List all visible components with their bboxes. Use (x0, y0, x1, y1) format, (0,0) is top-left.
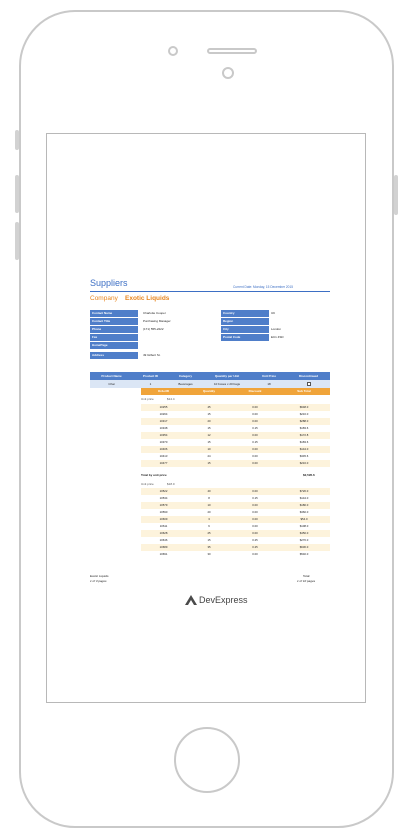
sub-total-cell: $450.0 (299, 531, 309, 535)
mute-switch (15, 130, 19, 150)
quantity-cell: 8 (208, 496, 210, 500)
discount-cell: 0.00 (252, 461, 258, 465)
order-id-cell: 10691 (159, 552, 168, 556)
sub-total-cell: $270.0 (299, 538, 309, 542)
quantity-cell: 12 (207, 433, 211, 437)
footer-right-name: Total: (303, 574, 311, 578)
order-id-cell: 10348 (159, 426, 168, 430)
order-row (141, 439, 330, 446)
sub-total-cell: $720.0 (299, 489, 309, 493)
order-id-cell: 10406 (159, 447, 168, 451)
discount-cell: 0.00 (252, 405, 258, 409)
quantity-cell: 15 (207, 412, 211, 416)
discount-cell: 0.00 (252, 524, 258, 528)
total-label: Total by unit price (141, 473, 167, 477)
column-header-sub-total: Sub Total (278, 388, 330, 395)
sub-total-cell: $183.6 (299, 426, 309, 430)
order-row (141, 425, 330, 432)
detail-value: Charlotte Cooper (143, 311, 166, 315)
order-row (141, 509, 330, 516)
order-row (141, 544, 330, 551)
quantity-cell: 6 (208, 524, 210, 528)
detail-label: Phone (90, 326, 138, 333)
detail-label: City (221, 326, 269, 333)
quantity-cell: 3 (208, 517, 210, 521)
column-header-quantity: Quantity (186, 388, 232, 395)
discount-cell: 0.15 (252, 496, 258, 500)
column-header-quantity-per-unit: Quantity per Unit (203, 372, 251, 380)
company-value: Exotic Liquids (125, 295, 170, 302)
group-value: $18.0 (167, 482, 175, 486)
title-divider (90, 291, 330, 292)
detail-value: UK (271, 311, 276, 315)
order-row (141, 537, 330, 544)
order-row (141, 502, 330, 509)
order-row (141, 551, 330, 558)
quantity-cell: 15 (207, 440, 211, 444)
detail-label: Contact Title (90, 318, 138, 325)
detail-value: EC1 4SD (271, 335, 284, 339)
group-value: $14.4 (167, 397, 175, 401)
quantity-cell: 15 (207, 426, 211, 430)
detail-label: Region (221, 318, 269, 325)
order-row (141, 523, 330, 530)
detail-label: Fax (90, 334, 138, 341)
home-button[interactable] (174, 727, 240, 793)
discount-cell: 0.00 (252, 412, 258, 416)
discount-cell: 0.00 (252, 503, 258, 507)
discount-cell: 0.00 (252, 510, 258, 514)
company-label: Company (90, 295, 118, 302)
sub-total-cell: $180.0 (299, 503, 309, 507)
quantity-cell: 40 (207, 489, 211, 493)
quantity-cell: 15 (207, 461, 211, 465)
quantity-cell: 10 (207, 447, 211, 451)
detail-label: Country (221, 310, 269, 317)
speaker-grille (207, 48, 257, 54)
discount-cell: 0.15 (252, 440, 258, 444)
order-id-cell: 10534 (159, 496, 168, 500)
quantity-cell: 25 (207, 531, 211, 535)
sub-total-cell: $216.0 (299, 412, 309, 416)
detail-value: (171) 555-2222 (143, 327, 164, 331)
detail-label: Address (90, 352, 138, 359)
quantity-cell: 15 (207, 538, 211, 542)
order-id-cell: 10646 (159, 538, 168, 542)
order-id-cell: 10413 (159, 454, 168, 458)
order-row (141, 488, 330, 495)
total-value: $2,595.6 (303, 473, 315, 477)
unit-price-cell: 18 (251, 380, 287, 388)
discount-cell: 0.00 (252, 531, 258, 535)
order-id-cell: 10317 (159, 419, 168, 423)
discount-cell: 0.00 (252, 433, 258, 437)
group-label: Unit price (141, 482, 154, 486)
discount-cell: 0.00 (252, 454, 258, 458)
product-name-cell: Chai (90, 380, 133, 388)
discount-cell: 0.25 (252, 545, 258, 549)
quantity-cell: 35 (207, 545, 211, 549)
detail-label: HomePage (90, 342, 138, 349)
footer-left-pages: 1 of 3 pages (90, 579, 107, 583)
discount-cell: 0.25 (252, 538, 258, 542)
column-header-discount: Discount (232, 388, 278, 395)
order-row (141, 404, 330, 411)
sub-total-cell: $648.0 (299, 405, 309, 409)
quantity-cell: 30 (207, 552, 211, 556)
sub-total-cell: $108.0 (299, 524, 309, 528)
sub-total-cell: $54.0 (300, 517, 308, 521)
order-row (141, 460, 330, 467)
order-id-cell: 10628 (159, 531, 168, 535)
power-button (394, 175, 398, 215)
footer-left-name: Exotic Liquids (90, 574, 109, 578)
quantity-cell: 24 (207, 454, 211, 458)
order-id-cell: 10590 (159, 510, 168, 514)
volume-up-button (15, 175, 19, 213)
sub-total-cell: $216.0 (299, 461, 309, 465)
product-id-cell: 1 (133, 380, 168, 388)
order-row (141, 411, 330, 418)
order-row (141, 453, 330, 460)
detail-label: Postal Code (221, 334, 269, 341)
column-header-product-name: Product Name (90, 372, 133, 380)
order-row (141, 446, 330, 453)
discontinued-checkbox[interactable] (307, 382, 311, 386)
discount-cell: 0.00 (252, 419, 258, 423)
order-id-cell: 10522 (159, 489, 168, 493)
order-row (141, 530, 330, 537)
order-row (141, 432, 330, 439)
detail-value: Purchasing Manager (143, 319, 171, 323)
report-title: Suppliers (90, 278, 128, 288)
order-id-cell: 10255 (159, 405, 168, 409)
sub-total-cell: $144.0 (299, 496, 309, 500)
detail-value: London (271, 327, 282, 331)
quantity-cell: 10 (207, 503, 211, 507)
order-row (141, 495, 330, 502)
order-row (141, 516, 330, 523)
order-id-cell: 10689 (159, 545, 168, 549)
sub-total-cell: $345.6 (299, 454, 309, 458)
detail-label: Contact Name (90, 310, 138, 317)
camera-icon (168, 46, 178, 56)
column-header-order-id: OrderID (141, 388, 186, 395)
screen (46, 133, 366, 703)
column-header-discontinued: Discontinued (287, 372, 330, 380)
quantity-cell: 20 (207, 419, 211, 423)
column-header-unit-price: Unit Price (251, 372, 287, 380)
discount-cell: 0.00 (252, 517, 258, 521)
discount-cell: 0.15 (252, 426, 258, 430)
order-id-cell: 10354 (159, 433, 168, 437)
quantity-per-unit-cell: 10 boxes x 20 bags (203, 380, 251, 388)
sub-total-cell: $144.0 (299, 447, 309, 451)
order-id-cell: 10579 (159, 503, 168, 507)
column-header-category: Category (168, 372, 203, 380)
order-id-cell: 10477 (159, 461, 168, 465)
sub-total-cell: $360.0 (299, 510, 309, 514)
column-header-product-id: Product ID (133, 372, 168, 380)
front-sensor (222, 67, 234, 79)
current-date: Current Date: Monday, 15 December 2015 (233, 285, 294, 289)
sub-total-cell: $630.0 (299, 545, 309, 549)
category-cell: Beverages (168, 380, 203, 388)
sub-total-cell: $172.8 (299, 433, 309, 437)
volume-down-button (15, 222, 19, 260)
discount-cell: 0.00 (252, 489, 258, 493)
discount-cell: 0.00 (252, 552, 258, 556)
sub-total-cell: $183.6 (299, 440, 309, 444)
order-id-cell: 10609 (159, 517, 168, 521)
sub-total-cell: $288.0 (299, 419, 309, 423)
devexpress-logo-text: DevExpress (199, 595, 248, 605)
quantity-cell: 45 (207, 405, 211, 409)
devexpress-logo-icon (185, 595, 197, 606)
quantity-cell: 20 (207, 510, 211, 514)
order-id-cell: 10264 (159, 412, 168, 416)
sub-total-cell: $540.0 (299, 552, 309, 556)
footer-right-pages: 1 of 10 pages (297, 579, 316, 583)
group-label: Unit price (141, 397, 154, 401)
order-id-cell: 10611 (159, 524, 168, 528)
detail-value: 49 Gilbert St. (143, 353, 161, 357)
discount-cell: 0.00 (252, 447, 258, 451)
order-row (141, 418, 330, 425)
order-id-cell: 10370 (159, 440, 168, 444)
